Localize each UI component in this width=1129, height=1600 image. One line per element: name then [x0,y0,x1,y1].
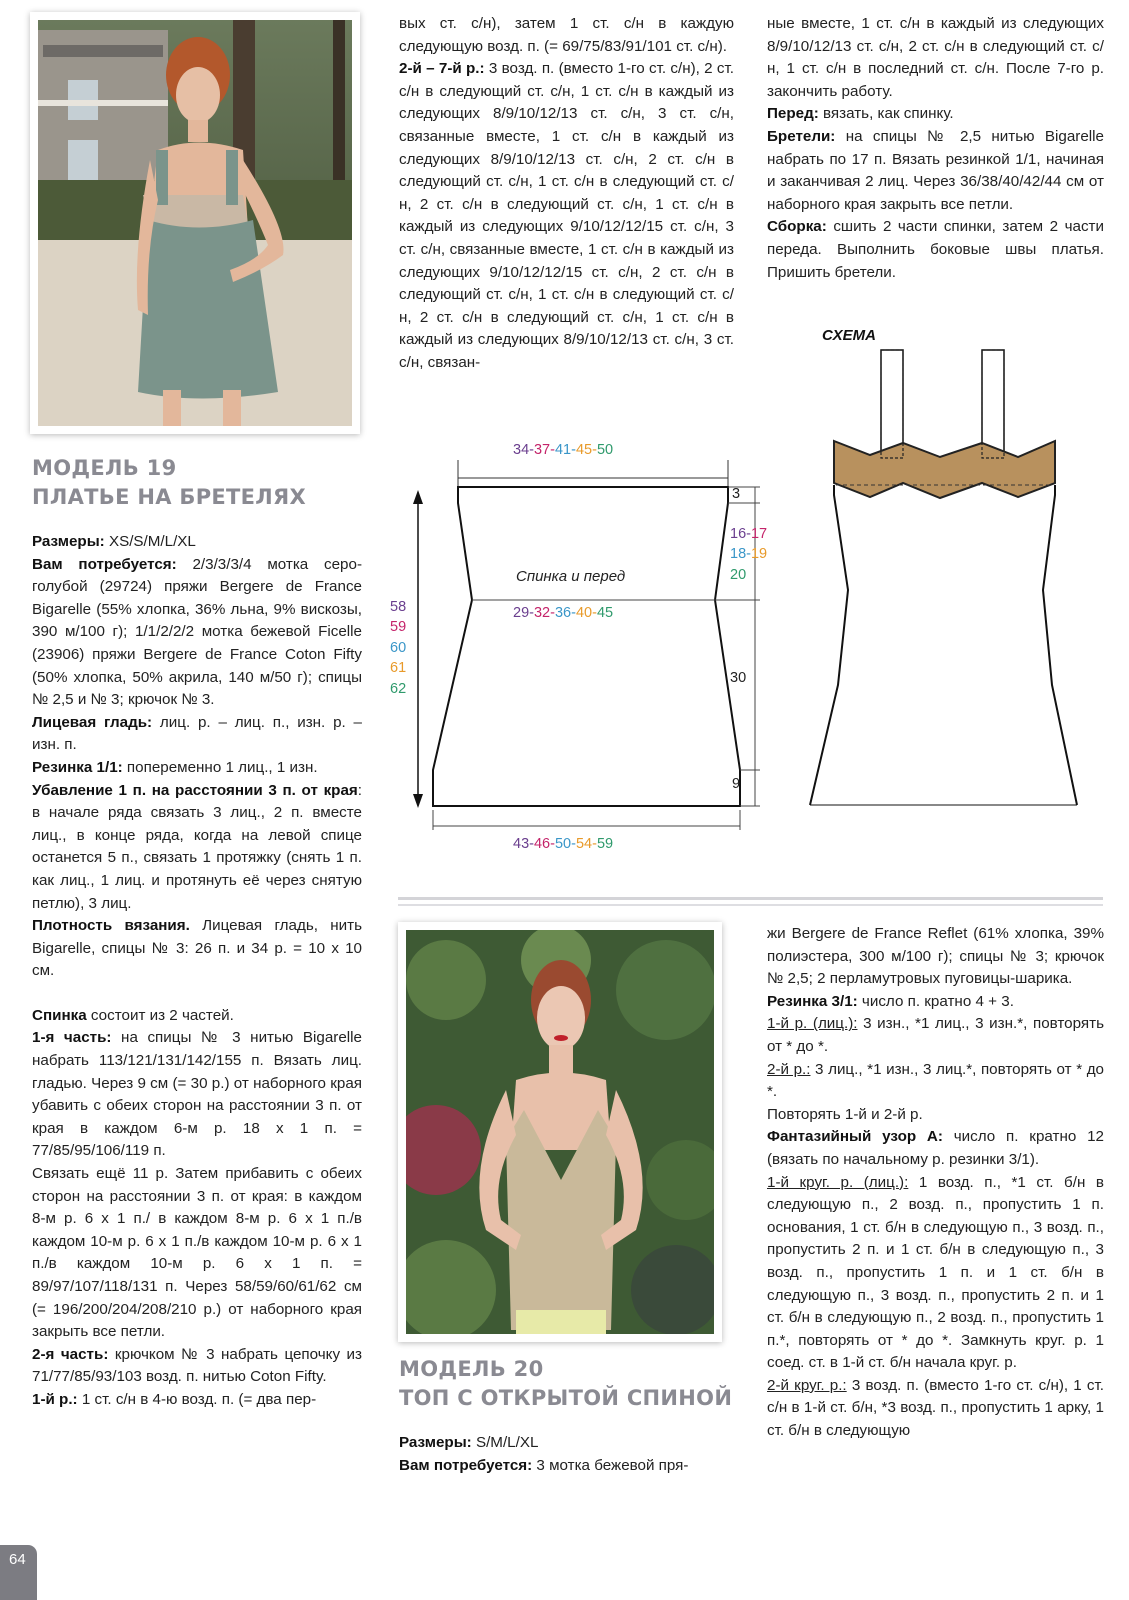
paragraph-heading: Фантазийный узор А: [767,1128,943,1146]
model-19-column-1 [32,531,362,1412]
strap-left [881,350,903,458]
paragraph [767,991,1104,1014]
pattern-diagram [400,430,820,870]
paragraph-heading: Бретели: [767,127,836,145]
paragraph-text: Повторять 1-й и 2-й р. [767,1105,923,1123]
model-19-column-2 [399,13,734,375]
middle-height-value: 30 [730,670,747,686]
paragraph-heading: Резинка 1/1: [32,758,123,776]
dress-photo-illustration [38,20,352,426]
paragraph [767,1172,1104,1375]
paragraph [399,58,734,374]
paragraph [32,1344,362,1389]
paragraph-text: ные вместе, 1 ст. с/н в каждый из следующих 8/9/10/12/13 ст. с/н, 2 ст. с/н в следующий ст. с/н, 1 ст. с/н в последний ст. с/н. После 7-го р. закончить работу. [767,15,1104,100]
paragraph-text: 3 возд. п. (вместо 1-го ст. с/н), 1 ст. с/н в 1-й ст. б/н, *3 возд. п., пропустить 1 арку, 1 ст. б/н в следующую [767,1376,1105,1440]
model-20-column-2 [399,1432,734,1477]
schema-drawing [800,345,1100,815]
paragraph-text: крючком № 3 набрать цепочку из 71/77/85/93/103 возд. п. нитью Coton Fifty. [32,1345,362,1386]
paragraph [767,1059,1104,1104]
paragraph [767,1104,1104,1127]
paragraph-heading: Вам потребуется: [399,1456,533,1474]
paragraph-text: вых ст. с/н), затем 1 ст. с/н в каждую следующую возд. п. (= 69/75/83/91/101 ст. с/н). [399,15,734,55]
section-separator [398,897,1103,906]
paragraph-heading: 2-й – 7-й р.: [399,60,485,78]
row-label: 1-й круг. р. (лиц.): [767,1173,909,1191]
model-19-photo [38,20,352,426]
paragraph [767,1126,1104,1171]
paragraph [32,554,362,712]
model-20-title [399,1355,732,1413]
bottom-width-sizes: 43-46-50-54-59 [513,836,614,852]
paragraph-text: 1 возд. п., *1 ст. б/н в следующую п., 2 возд. п., пропустить 1 п. основания, 1 ст. б/н в следующую п., 3 возд. п., пропустить 2 п. и 1 ст. б/н в следующую п., 3 возд. п., пропустить 1 п. и 1 ст. б/н в следующую п., 3 возд. п., пропустить 2 п. и 1 ст. б/н в следующую п., 2 возд. п., пропустить 1 п.*, повторять от * до *. Замкнуть круг. р. 1 соед. ст. в 1-й ст. б/н начала круг. р. [767,1173,1104,1372]
paragraph-heading: Перед: [767,105,819,123]
model-20-photo [406,930,714,1334]
paragraph-text: 2/3/3/3/4 мотка серо-голубой (29724) пряжи Bergere de France Bigarelle (55% хлопка, 36% льна, 9% вискозы, 390 м/100 г); 1/1/2/2/2 мотка бежевой Ficelle (23906) пряжи Bergere de France Coton Fifty (50% хлопка, 50% акрила, 140 м/50 г); спицы № 2,5 и № 3; крючок № 3. [32,555,362,709]
paragraph [399,1455,734,1478]
paragraph-heading: Вам потребуется: [32,555,177,573]
paragraph-heading: 1-й р.: [32,1390,78,1408]
paragraph [32,915,362,983]
paragraph [32,757,362,780]
paragraph-text: 3 возд. п. (вместо 1-го ст. с/н), 2 ст. с/н в следующий ст. с/н, 1 ст. с/н в каждый из следующих 8/9/10/12/13 ст. с/н, 3 ст. с/н, связанные вместе, 1 ст. с/н в каждый из следующих 8/9/10/12/13 ст. с/н, 2 ст. с/н в следующий ст. с/н, 1 ст. с/н в следующий ст. с/н, 2 ст. с/н в следующий ст. с/н, 1 ст. с/н в каждый из следующих 9/10/12/12/15 ст. с/н, 3 ст. с/н, связанные вместе, 1 ст. с/н в каждый из следующих 9/10/12/12/15 ст. с/н, 2 ст. с/н в следующий ст. с/н, 1 ст. с/н в следующий ст. с/н, 2 ст. с/н в следующий ст. с/н, 1 ст. с/н в каждый из следующих 8/9/10/12/13 ст. с/н, 3 ст. с/н, связан- [399,60,735,371]
waist-width-sizes: 29-32-36-40-45 [513,605,614,621]
paragraph-text: Связать ещё 11 р. Затем прибавить с обеих сторон на расстоянии 3 п. от края: в каждом 8-м р. 6 х 1 п./ в каждом 8-м р. 6 х 1 п./в каждом 10-м р. 6 х 1 п./в каждом 10-м р. 6 х 1 п./в каждом 10-м р. 6 х 1 п. = 89/97/107/118/131 п. Через 58/59/60/61/62 см (= 196/200/204/208/210 р.) от наборного края закрыть все петли. [32,1165,362,1341]
top-height-value: 3 [732,486,741,502]
paragraph [767,126,1104,216]
strap-right [982,350,1004,458]
paragraph-text: 3 изн., *1 лиц., 3 изн.*, повторять от * до *. [767,1015,1104,1055]
model-20-title-line1: МОДЕЛЬ 20 [399,1357,544,1381]
paragraph-text: на спицы № 3 нитью Bigarelle набрать 113/121/131/142/155 п. Вязать лиц. гладью. Через 9 см (= 30 р.) от наборного края убавить с обеих сторон на расстоянии 3 п. от края в каждом 6-м р. 18 х 1 п. = 77/85/95/106/119 п. [32,1029,362,1160]
row-label: 2-й р.: [767,1060,811,1078]
paragraph [32,1163,362,1344]
paragraph-heading: Размеры: [399,1434,472,1451]
paragraph [767,216,1104,284]
paragraph-heading: Убавление 1 п. на расстоянии 3 п. от края [32,781,358,799]
paragraph [767,103,1104,126]
paragraph-heading: Размеры: [32,533,105,550]
paragraph [767,1375,1104,1443]
paragraph-text: XS/S/M/L/XL [104,533,196,550]
model-19-column-3 [767,13,1104,284]
paragraph-heading: 1-я часть: [32,1029,112,1047]
paragraph-text: Лицевая гладь, нить Bigarelle, спицы № 3: 26 п. и 34 р. = 10 х 10 см. [32,917,362,980]
paragraph-heading: Сборка: [767,218,827,236]
paragraph [32,531,362,554]
model-20-photo-frame [398,922,722,1342]
paragraph-heading: Резинка 3/1: [767,992,858,1010]
paragraph-text: S/M/L/XL [471,1434,539,1451]
paragraph [399,1432,734,1455]
paragraph-gap [32,983,362,1005]
row-label: 2-й круг. р.: [767,1376,847,1394]
paragraph-heading: Лицевая гладь: [32,713,153,731]
model-19-photo-frame [30,12,360,434]
arrow-down-icon [413,794,423,808]
paragraph-text: на спицы № 2,5 нитью Bigarelle набрать по 17 п. Вязать резинкой 1/1, начиная и заканчивая 2 лиц. Через 36/38/40/42/44 см от наборного края закрыть все петли. [767,127,1104,213]
paragraph-heading: Плотность вязания. [32,917,190,935]
paragraph-text: число п. кратно 4 + 3. [857,992,1014,1010]
paragraph [399,13,734,58]
paragraph-text: лиц. р. – лиц. п., изн. р. – изн. п. [32,713,362,754]
yoke-band [834,441,1055,498]
paragraph [767,13,1104,103]
paragraph-heading: 2-я часть: [32,1345,109,1363]
top-width-sizes: 34-37-41-45-50 [513,442,614,458]
paragraph-text: 1 ст. с/н в 4-ю возд. п. (= два пер- [77,1390,317,1408]
pattern-piece-label: Спинка и перед [516,568,626,585]
schema-title: СХЕМА [822,327,876,344]
paragraph [32,712,362,757]
paragraph-text: жи Bergere de France Reflet (61% хлопка, 39% полиэстера, 300 м/100 г); спицы № 3; крючок № 2,5; 2 перламутровых пуговицы-шарика. [767,925,1104,988]
paragraph [767,1013,1104,1058]
paragraph [32,1389,362,1412]
bottom-height-value: 9 [732,776,741,792]
paragraph [767,923,1104,991]
paragraph-text: : в начале ряда связать 3 лиц., 2 п. вместе лиц., в конце ряда, когда на левой спице останется 5 п., связать 1 протяжку (снять 1 п. как лиц., 1 лиц. и протянуть её через снятую петлю), 3 лиц. [32,781,362,912]
model-20-column-3 [767,923,1104,1443]
upper-height-sizes: 16-17 18-19 20 [730,526,768,583]
paragraph-text: попеременно 1 лиц., 1 изн. [122,758,318,776]
paragraph [32,780,362,916]
model-19-title-line2: ПЛАТЬЕ НА БРЕТЕЛЯХ [32,485,307,509]
model-20-title-line2: ТОП С ОТКРЫТОЙ СПИНОЙ [399,1386,733,1410]
paragraph-text: 3 лиц., *1 изн., 3 лиц.*, повторять от * до *. [767,1060,1105,1101]
model-19-title-line1: МОДЕЛЬ 19 [32,456,177,480]
paragraph-heading: Спинка [32,1006,87,1024]
dress-right-side [1043,485,1077,805]
paragraph-text: состоит из 2 частей. [86,1006,234,1024]
dress-left-side [810,485,848,805]
model-19-title [32,454,306,512]
page-number: 64 [0,1545,37,1600]
paragraph-text: вязать, как спинку. [818,105,954,123]
paragraph [32,1005,362,1028]
arrow-up-icon [413,490,423,504]
paragraph-text: число п. кратно 12 (вязать по начальному р. резинки 3/1). [767,1128,1104,1168]
paragraph-text: сшить 2 части спинки, затем 2 части переда. Выполнить боковые швы платья. Пришить бретели. [767,218,1104,281]
top-photo-illustration [406,930,714,1334]
total-length-sizes: 58 59 60 61 62 [390,599,407,697]
row-label: 1-й р. (лиц.): [767,1015,858,1033]
back-front-piece-outline [433,487,740,806]
paragraph-text: 3 мотка бежевой пря- [532,1456,689,1474]
paragraph [32,1027,362,1163]
